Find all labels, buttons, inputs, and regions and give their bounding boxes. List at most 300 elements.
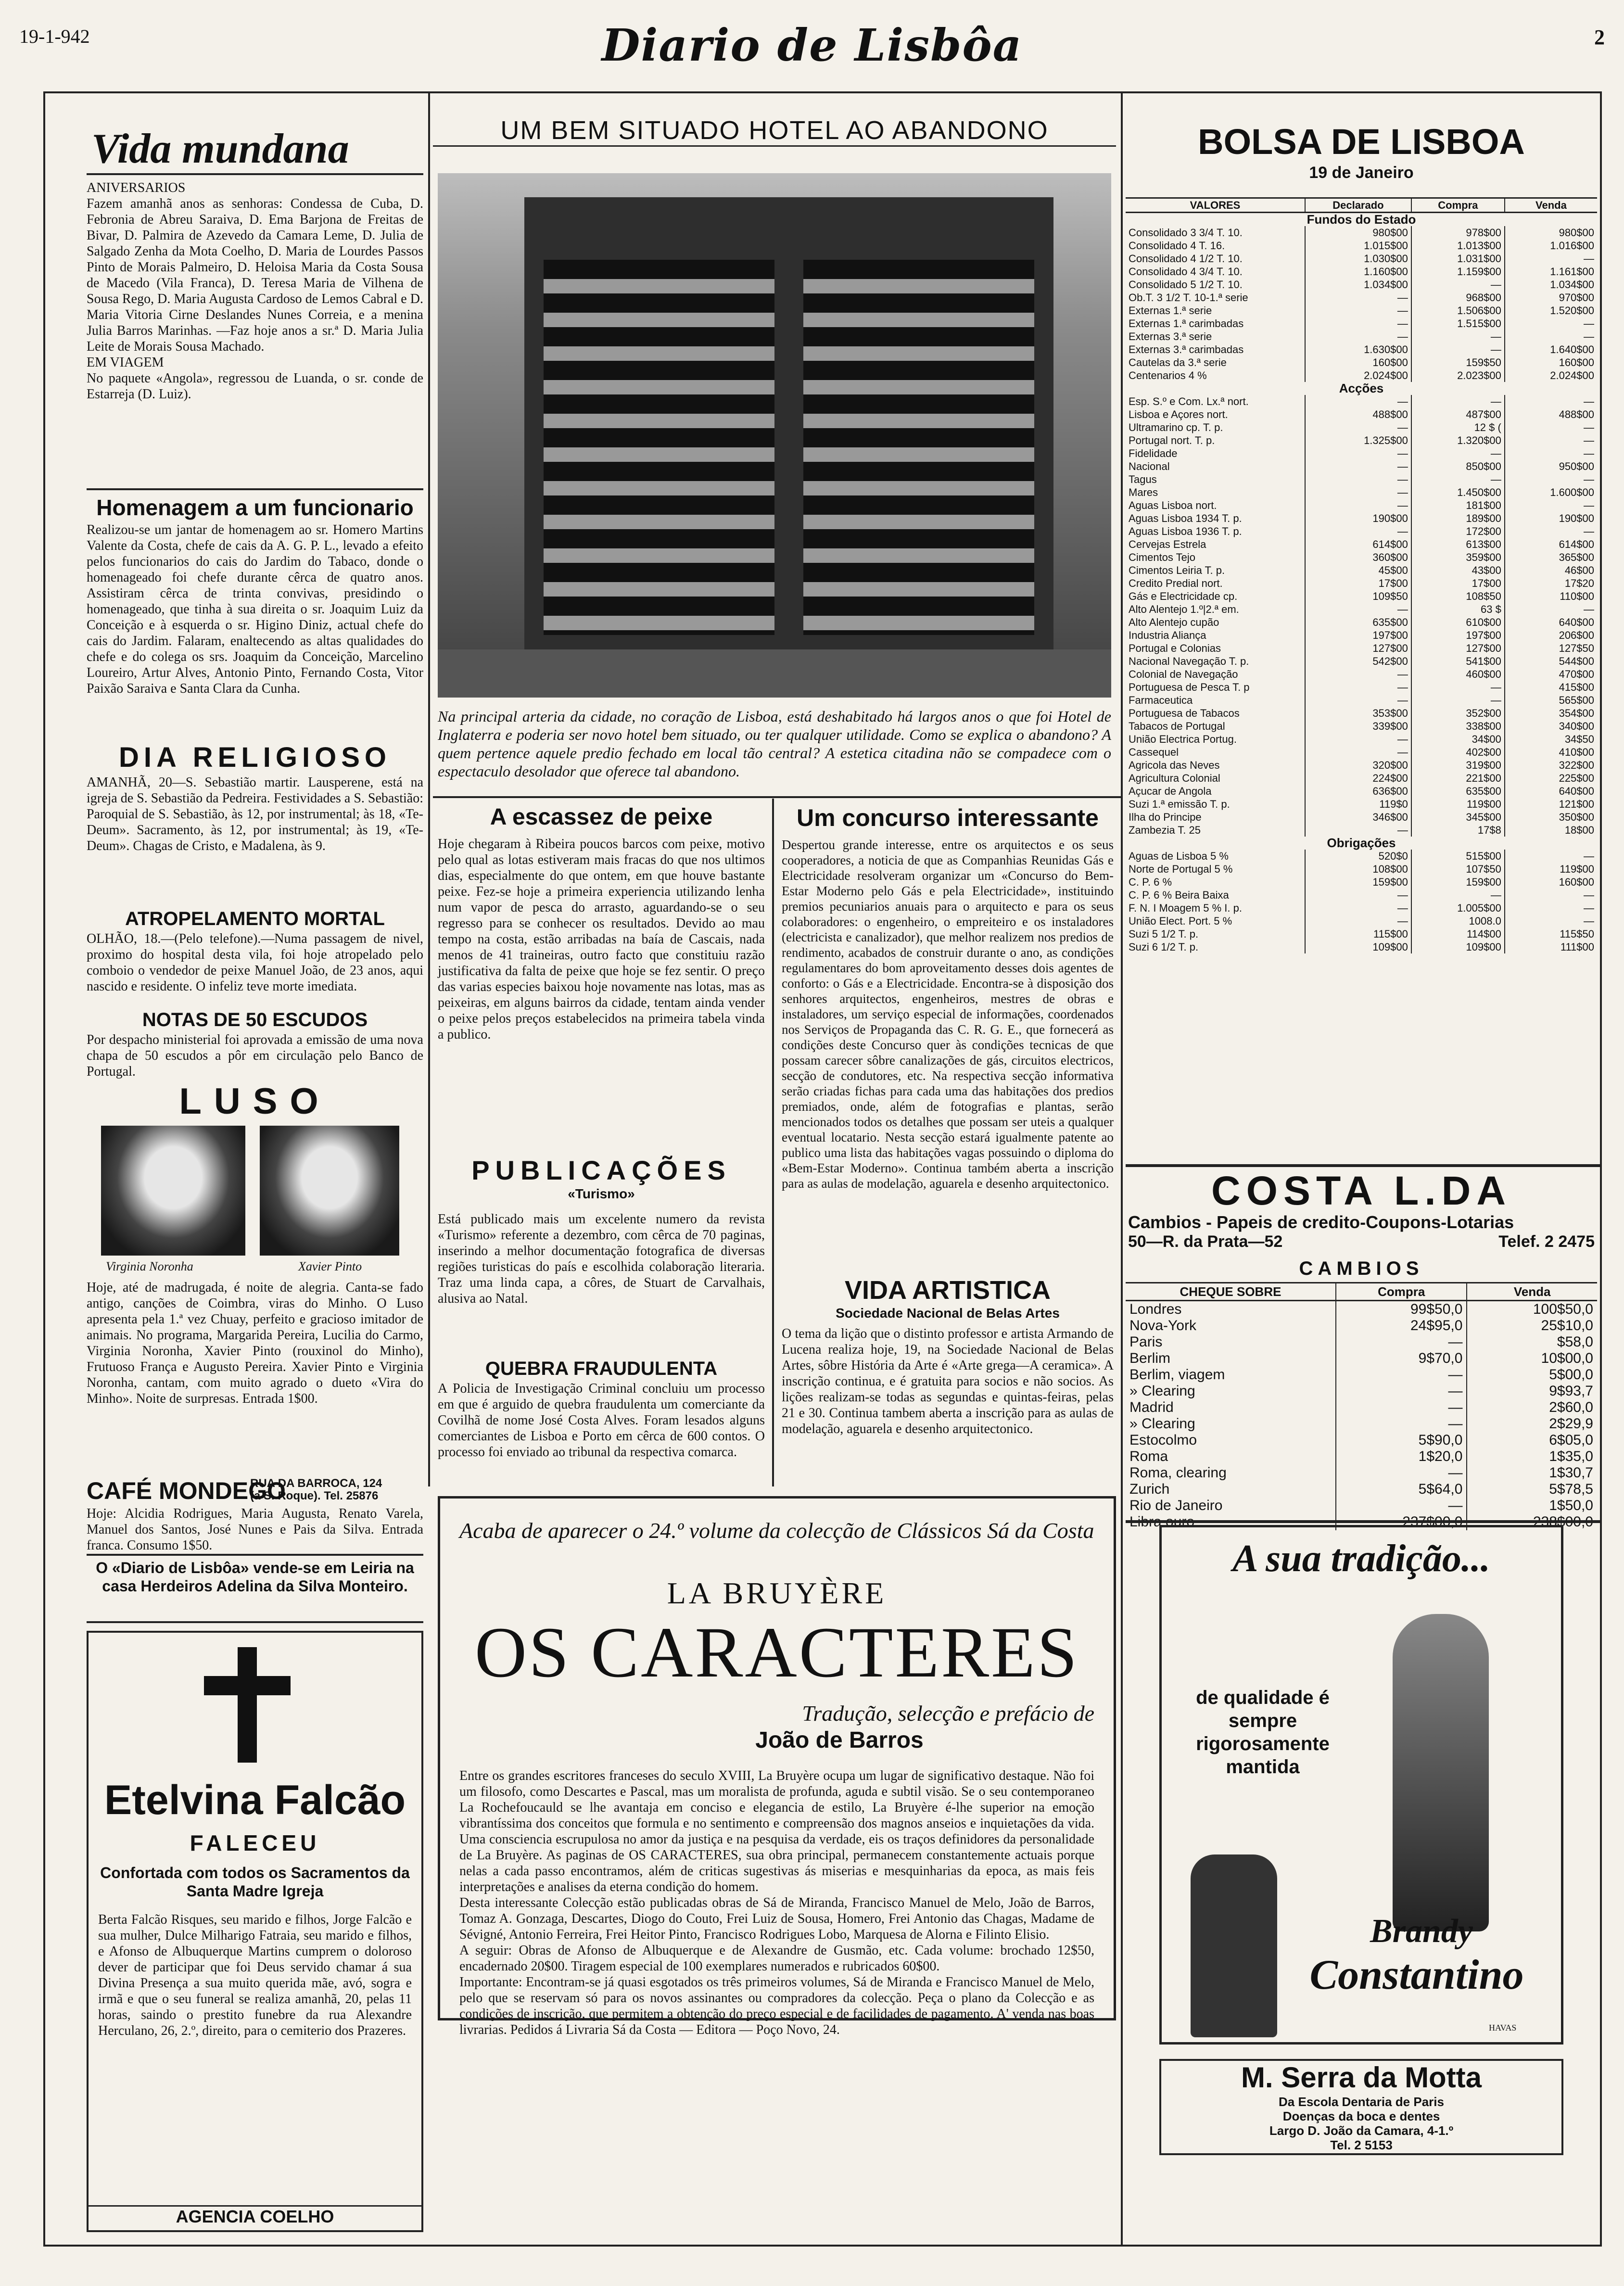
building-windows-left [544, 260, 774, 635]
declarado-value: — [1305, 395, 1411, 408]
concurso-text: Despertou grande interesse, entre os arquitectos e os seus cooperadores, a noticia de que as Companhias Reunidas Gás e Electricidade resolveram organizar um «Concurso do Bem-Estar Moderno pelo Gás e pela Electricidade», instituindo premios pecuniarios anuais para o arquitecto e para os seus colaboradores: o engenheiro, o empreiteiro e os instaladores (electricista e canalizador), que melhor realizem nos predios de rendimento, acabados de construir durante o ano, as condições regulamentares do bom aproveitamento desses dois agentes de conforto: o Gás e a Electricidade. Encontra-se à disposição dos senhores arquitectos, engenheiros, mestres de obras e instaladores, um serviço especial de informações, coordenados nos Serviços de Propaganda das C. R. G. E., que fornecerá as condições deste Concurso quer às condições tecnicas de que possam carecer sôbre canalizações de gás, circuitos electricos, secção de condutores, etc. Na respectiva secção informativa serão criadas fichas para cada uma das habitações dos predios premiados, onde, além de fotografias e plantas, serão mencionados todos os detalhes que possam ser uteis a qualquer eventual locatario. Nesta secção estará igualmente patente ao publico uma lista das habitações vagas possuindo o diploma do «Bem-Estar Moderno». Continua também aberta a inscrição para as aulas de modelação, aguarela e desenho arquitectonico. [782, 838, 1114, 1191]
cambio-compra: 24$95,0 [1336, 1318, 1467, 1334]
bolsa-row [1126, 447, 1597, 460]
declarado-value: 115$00 [1305, 927, 1411, 940]
bolsa-row [1126, 317, 1597, 330]
bolsa-row [1126, 824, 1597, 837]
notas-title: NOTAS DE 50 ESCUDOS [142, 1009, 368, 1030]
security-name: Ob.T. 3 1/2 T. 10-1.ª serie [1129, 292, 1248, 304]
compra-value: 610$00 [1411, 616, 1505, 629]
declarado-value: — [1305, 668, 1411, 681]
cambio-venda: 1$50,0 [1467, 1498, 1597, 1514]
serra-l3: Largo D. João da Camara, 4-1.º [1269, 2123, 1454, 2138]
declarado-value: 109$00 [1305, 940, 1411, 953]
declarado-value: 119$0 [1305, 798, 1411, 811]
compra-value: 1.506$00 [1411, 304, 1505, 317]
declarado-value: 159$00 [1305, 876, 1411, 889]
venda-value: 322$00 [1505, 759, 1597, 772]
atropelamento-section [87, 907, 423, 994]
venda-value: 34$50 [1505, 733, 1597, 746]
security-name: F. N. I Moagem 5 % I. p. [1129, 902, 1242, 914]
bolsa-row [1126, 564, 1597, 577]
caracteres-p4: Importante: Encontram-se já quasi esgotados os três primeiros volumes, Sá de Miranda e Francisco Manuel de Melo, pelo que se reservam só para os novos assinantes ou compradores da colecção. Peça o plano da Colecção e as condições de inscrição, que permitem a obtenção do preço especial e de facilidades de pagamento. A' venda nas boas livrarias. Pedidos á Livraria Sá da Costa — Editora — Poço Novo, 24. [459, 1975, 1094, 2037]
declarado-value: 339$00 [1305, 720, 1411, 733]
declarado-value: 542$00 [1305, 655, 1411, 668]
cambio-row [1126, 1367, 1597, 1383]
em-viagem-label: EM VIAGEM [87, 355, 164, 370]
cambio-row [1126, 1301, 1597, 1318]
compra-value: 460$00 [1411, 668, 1505, 681]
declarado-value: 224$00 [1305, 772, 1411, 785]
declarado-value: 353$00 [1305, 707, 1411, 720]
venda-value: 565$00 [1505, 694, 1597, 707]
compra-value: — [1411, 681, 1505, 694]
caracteres-title: OS CARACTERES [474, 1613, 1079, 1692]
declarado-value: 160$00 [1305, 356, 1411, 369]
compra-value: 487$00 [1411, 408, 1505, 421]
compra-value: — [1411, 889, 1505, 902]
compra-value: — [1411, 343, 1505, 356]
cambio-venda: 100$50,0 [1467, 1301, 1597, 1318]
declarado-value: — [1305, 317, 1411, 330]
cambio-row [1126, 1481, 1597, 1498]
declarado-value: — [1305, 486, 1411, 499]
declarado-value: — [1305, 330, 1411, 343]
compra-value: — [1411, 330, 1505, 343]
compra-value: 114$00 [1411, 927, 1505, 940]
dia-religioso-text: AMANHÃ, 20—S. Sebastião martir. Lausperene, está na igreja de S. Sebastião da Pedreira. Festividades a S. Sebastião: Paroquial de S. Sebastião, às 12, por instrumental; às 18, «Te-Deum». Sacramento, às 12, por instrumental; às 19, «Te-Deum». Chagas de Cristo, e Madalena, às 9. [87, 775, 423, 853]
column-rule-3 [772, 799, 774, 1486]
sacramentos: Confortada com todos os Sacramentos da Santa Madre Igreja [100, 1864, 410, 1900]
cambio-compra: 9$70,0 [1336, 1350, 1467, 1367]
bolsa-row [1126, 694, 1597, 707]
cambio-compra: 1$20,0 [1336, 1448, 1467, 1465]
venda-value: 970$00 [1505, 291, 1597, 304]
bolsa-row [1126, 304, 1597, 317]
compra-value: 635$00 [1411, 785, 1505, 798]
bolsa-row [1126, 278, 1597, 291]
cambio-compra: — [1336, 1416, 1467, 1432]
compra-value: — [1411, 694, 1505, 707]
security-name: C. P. 6 % Beira Baixa [1129, 889, 1229, 901]
venda-value: 206$00 [1505, 629, 1597, 642]
bolsa-row [1126, 252, 1597, 265]
cambio-compra: — [1336, 1465, 1467, 1481]
notas-text: Por despacho ministerial foi aprovada a emissão de uma nova chapa de 50 escudos a pôr em circulação pelo Banco de Portugal. [87, 1032, 423, 1079]
compra-value: 127$00 [1411, 642, 1505, 655]
venda-value: 488$00 [1505, 408, 1597, 421]
declarado-value: — [1305, 681, 1411, 694]
currency-name: Roma, clearing [1129, 1465, 1227, 1481]
security-name: Tabacos de Portugal [1129, 720, 1225, 732]
bolsa-row [1126, 850, 1597, 863]
bolsa-row [1126, 551, 1597, 564]
caracteres-translator: João de Barros [755, 1727, 924, 1753]
bolsa-row [1126, 876, 1597, 889]
brandy-brand1: Brandy [1370, 1913, 1473, 1950]
mondego-addr1: RUA DA BARROCA, 124 [250, 1477, 382, 1490]
cambio-venda: 2$29,9 [1467, 1416, 1597, 1432]
security-name: Gás e Electricidade cp. [1129, 590, 1238, 602]
venda-value: 1.016$00 [1505, 239, 1597, 252]
venda-value: 111$00 [1505, 940, 1597, 953]
venda-value: 340$00 [1505, 720, 1597, 733]
bolsa-row [1126, 577, 1597, 590]
cambio-compra: — [1336, 1383, 1467, 1399]
venda-value: 614$00 [1505, 538, 1597, 551]
compra-value: 850$00 [1411, 460, 1505, 473]
bolsa-row [1126, 681, 1597, 694]
cambios-table [1126, 1282, 1597, 1530]
compra-value: — [1411, 447, 1505, 460]
compra-value: 34$00 [1411, 733, 1505, 746]
security-name: Agricola das Neves [1129, 759, 1220, 771]
declarado-value: — [1305, 889, 1411, 902]
declarado-value: — [1305, 902, 1411, 914]
venda-value: 1.034$00 [1505, 278, 1597, 291]
publicacoes-section [438, 1155, 765, 1307]
bolsa-row [1126, 408, 1597, 421]
declarado-value: 636$00 [1305, 785, 1411, 798]
security-name: Tagus [1129, 473, 1157, 485]
security-name: Portugal e Colonias [1129, 642, 1221, 654]
security-name: Zambezia T. 25 [1129, 824, 1201, 836]
bolsa-table [1126, 197, 1597, 953]
declarado-value: — [1305, 914, 1411, 927]
bolsa-row [1126, 655, 1597, 668]
currency-name: Estocolmo [1129, 1432, 1197, 1448]
compra-value: 338$00 [1411, 720, 1505, 733]
currency-name: Londres [1129, 1301, 1182, 1317]
security-name: Colonial de Navegação [1129, 668, 1238, 680]
bolsa-row [1126, 707, 1597, 720]
concurso-title: Um concurso interessante [797, 804, 1099, 831]
security-name: Externas 1.ª serie [1129, 305, 1212, 317]
caracteres-body [459, 1768, 1094, 2038]
security-name: Cimentos Leiria T. p. [1129, 564, 1225, 576]
em-viagem-text: No paquete «Angola», regressou de Luanda, o sr. conde de Estarreja (D. Luiz). [87, 371, 423, 402]
venda-value: — [1505, 252, 1597, 265]
compra-value: 181$00 [1411, 499, 1505, 512]
cambio-venda: 5$00,0 [1467, 1367, 1597, 1383]
compra-value: 345$00 [1411, 811, 1505, 824]
venda-value: — [1505, 889, 1597, 902]
caracteres-p3: A seguir: Obras de Afonso de Albuquerque e de Alexandre de Gusmão, etc. Cada volume: brochado 12$50, encadernado 20$00. Tiragem especial de 100 exemplares numerados e rubricados 60$00. [459, 1943, 1094, 1974]
compra-value: — [1411, 278, 1505, 291]
venda-value: — [1505, 395, 1597, 408]
security-name: Consolidado 4 T. 16. [1129, 240, 1225, 252]
cambio-venda: 5$78,5 [1467, 1481, 1597, 1498]
venda-value: 127$50 [1505, 642, 1597, 655]
currency-name: Roma [1129, 1448, 1168, 1464]
atropelamento-text: OLHÃO, 18.—(Pelo telefone).—Numa passagem de nivel, proximo do hospital desta vila, foi hoje atropelado pelo comboio o vendedor de peixe Manuel João, de 23 anos, aqui nascido e residente. O infeliz teve morte imediata. [87, 931, 423, 994]
bolsa-row [1126, 486, 1597, 499]
bolsa-row [1126, 226, 1597, 239]
hotel-caption: Na principal arteria da cidade, no coração de Lisboa, está deshabitado há largos anos o que foi Hotel de Inglaterra e poderia ser novo hotel bem situado, ou ter qualquer utilidade. Como se explica o abandono? A quem pertence aquele predio fechado em local tão central? A estetica citadina não se compadece com o espectaculo desolador que oferece tal abandono. [438, 708, 1111, 780]
security-name: Agricultura Colonial [1129, 772, 1220, 784]
venda-value: — [1505, 603, 1597, 616]
col-valores: VALORES [1126, 198, 1305, 213]
compra-value: 221$00 [1411, 772, 1505, 785]
compra-value: 1.159$00 [1411, 265, 1505, 278]
security-name: Fidelidade [1129, 447, 1178, 459]
currency-name: Berlim, viagem [1129, 1367, 1225, 1383]
hotel-photo [438, 173, 1111, 698]
cambios-title: CAMBIOS [1299, 1258, 1424, 1279]
declarado-value: — [1305, 473, 1411, 486]
compra-value: 359$00 [1411, 551, 1505, 564]
currency-name: Nova-York [1129, 1318, 1196, 1334]
venda-value: 119$00 [1505, 863, 1597, 876]
compra-value: 159$00 [1411, 876, 1505, 889]
security-name: União Electrica Portug. [1129, 733, 1237, 745]
cambio-compra: 99$50,0 [1336, 1301, 1467, 1318]
bolsa-row [1126, 590, 1597, 603]
publicacoes-title: PUBLICAÇÕES [471, 1155, 731, 1185]
compra-value: 17$8 [1411, 824, 1505, 837]
compra-value: — [1411, 395, 1505, 408]
cambio-venda: 1$30,7 [1467, 1465, 1597, 1481]
venda-value: 365$00 [1505, 551, 1597, 564]
brandy-headline: A sua tradição... [1232, 1537, 1490, 1580]
declarado-value: 17$00 [1305, 577, 1411, 590]
compra-value: 1.005$00 [1411, 902, 1505, 914]
bolsa-row [1126, 902, 1597, 914]
bolsa-row [1126, 863, 1597, 876]
venda-value: — [1505, 330, 1597, 343]
security-name: Cassequel [1129, 746, 1179, 758]
cambio-row [1126, 1448, 1597, 1465]
cross-icon [238, 1647, 257, 1763]
security-name: Suzi 5 1/2 T. p. [1129, 928, 1199, 940]
bolsa-row [1126, 395, 1597, 408]
compra-value: 189$00 [1411, 512, 1505, 525]
brandy-ad [1159, 1525, 1563, 2045]
havas-credit: HAVAS [1489, 2023, 1517, 2032]
peixe-text: Hoje chegaram à Ribeira poucos barcos com peixe, motivo pelo qual as lotas estiveram mais fracas do que nos ultimos dias, especialmente do que ontem, em que houve bastante peixe. Fez-se hoje a primeira experiencia utilizando lenha num vapor de pesca do arrasto, aguardando-se o seu regresso para se conhecer os resultados. Devido ao mau tempo na costa, estão arribadas na baía de Cascais, nada menos de 41 traineiras, outro facto que constituiu razão justificativa da falta de peixe que hoje se fez sentir. O preço das varias especies baixou hoje novamente nas lotas, mas as peixeiras, em alguns bairros da cidade, tentam ainda vender o peixe pelos preços estabelecidos na primeira tabela vinda a publico. [438, 837, 765, 1042]
publicacoes-text: Está publicado mais um excelente numero da revista «Turismo» referente a dezembro, com cêrca de 70 paginas, inserindo a melhor documentação fotografica de diversas regiões turisticas do país e escolhida colaboração literaria. Traz uma linda capa, a côres, de Stuart de Carvalhais, alusiva ao Natal. [438, 1212, 765, 1306]
declarado-value: 45$00 [1305, 564, 1411, 577]
bolsa-row [1126, 434, 1597, 447]
rule [87, 488, 423, 490]
cambio-row [1126, 1383, 1597, 1399]
security-name: Nacional [1129, 460, 1170, 472]
bolsa-row [1126, 772, 1597, 785]
cross-bar [204, 1676, 291, 1695]
cambio-venda: $58,0 [1467, 1334, 1597, 1350]
declarado-value: — [1305, 603, 1411, 616]
venda-value: 160$00 [1505, 876, 1597, 889]
compra-value: 1.320$00 [1411, 434, 1505, 447]
venda-value: 160$00 [1505, 356, 1597, 369]
security-name: Consolidado 4 1/2 T. 10. [1129, 253, 1243, 265]
page-number: 2 [1594, 25, 1605, 49]
declarado-value: 360$00 [1305, 551, 1411, 564]
venda-value: 415$00 [1505, 681, 1597, 694]
caracteres-author: LA BRUYÈRE [667, 1576, 887, 1610]
declarado-value: 346$00 [1305, 811, 1411, 824]
venda-value: 17$20 [1505, 577, 1597, 590]
currency-name: Paris [1129, 1334, 1163, 1350]
bolsa-row [1126, 525, 1597, 538]
peixe-section [438, 803, 765, 1042]
declarado-value: 520$0 [1305, 850, 1411, 863]
col-cambio-compra: Compra [1336, 1283, 1467, 1301]
luso-ad [87, 1082, 423, 1407]
cambio-compra: 5$90,0 [1336, 1432, 1467, 1448]
caption-right: Xavier Pinto [298, 1259, 362, 1273]
declarado-value: — [1305, 460, 1411, 473]
security-name: Suzi 1.ª emissão T. p. [1129, 798, 1230, 810]
compra-value: 63 $ [1411, 603, 1505, 616]
costa-line1: Cambios - Papeis de credito-Coupons-Lotarias [1128, 1212, 1514, 1232]
currency-name: Berlim [1129, 1350, 1171, 1366]
serra-l1: Da Escola Dentaria de Paris [1279, 2095, 1444, 2109]
venda-value: 18$00 [1505, 824, 1597, 837]
security-name: Açucar de Angola [1129, 785, 1212, 797]
security-name: Cervejas Estrela [1129, 538, 1206, 550]
compra-value: 107$50 [1411, 863, 1505, 876]
venda-value: 1.640$00 [1505, 343, 1597, 356]
cambio-row [1126, 1465, 1597, 1481]
bolsa-row [1126, 356, 1597, 369]
declarado-value: 1.030$00 [1305, 252, 1411, 265]
venda-value: 1.600$00 [1505, 486, 1597, 499]
declarado-value: 320$00 [1305, 759, 1411, 772]
security-name: Portuguesa de Tabacos [1129, 707, 1240, 719]
caracteres-ad [438, 1496, 1116, 2037]
venda-value: 354$00 [1505, 707, 1597, 720]
security-name: Externas 3.ª serie [1129, 330, 1212, 343]
mondego-text: Hoje: Alcidia Rodrigues, Maria Augusta, Renato Varela, Manuel dos Santos, José Nunes e Pais da Silva. Entrada franca. Consumo 1$50. [87, 1506, 423, 1553]
col-venda: Venda [1505, 198, 1597, 213]
bolsa-row [1126, 460, 1597, 473]
page-date: 19-1-942 [19, 25, 90, 47]
bolsa-row [1126, 811, 1597, 824]
vida-mundana-section [87, 125, 423, 402]
security-name: Nacional Navegação T. p. [1129, 655, 1249, 667]
security-name: Suzi 6 1/2 T. p. [1129, 941, 1199, 953]
rule [433, 796, 1121, 798]
bolsa-row [1126, 473, 1597, 486]
bolsa-row [1126, 668, 1597, 681]
security-name: Consolidado 4 3/4 T. 10. [1129, 266, 1243, 278]
bolsa-row [1126, 239, 1597, 252]
fraudulenta-title: QUEBRA FRAUDULENTA [485, 1358, 718, 1379]
serra-ad [1159, 2059, 1563, 2155]
mondego-addr2: (a S. Roque). Tel. 25876 [250, 1489, 379, 1502]
brandy-tagline: de qualidade é sempre rigorosamente mantida [1196, 1687, 1330, 1778]
col-cheque: CHEQUE SOBRE [1126, 1283, 1336, 1301]
leiria-notice: O «Diario de Lisbôa» vende-se em Leiria na casa Herdeiros Adelina da Silva Monteiro. [96, 1559, 414, 1595]
venda-value: — [1505, 914, 1597, 927]
venda-value: 410$00 [1505, 746, 1597, 759]
security-name: Esp. S.º e Com. Lx.ª nort. [1129, 395, 1249, 407]
venda-value: 110$00 [1505, 590, 1597, 603]
bolsa-row [1126, 265, 1597, 278]
bolsa-row [1126, 642, 1597, 655]
atropelamento-title: ATROPELAMENTO MORTAL [125, 908, 385, 929]
venda-value: 980$00 [1505, 226, 1597, 239]
vida-artistica-sub: Sociedade Nacional de Belas Artes [836, 1306, 1060, 1321]
venda-value: 225$00 [1505, 772, 1597, 785]
compra-value: 613$00 [1411, 538, 1505, 551]
security-name: Alto Alentejo 1.º|2.ª em. [1129, 603, 1239, 615]
bolsa-title: BOLSA DE LISBOA [1198, 122, 1525, 162]
declarado-value: 1.160$00 [1305, 265, 1411, 278]
declarado-value: — [1305, 525, 1411, 538]
venda-value: — [1505, 473, 1597, 486]
bolsa-section-label: Obrigações [1327, 836, 1396, 850]
venda-value: 46$00 [1505, 564, 1597, 577]
notas-section [87, 1008, 423, 1080]
declarado-value: 1.325$00 [1305, 434, 1411, 447]
caracteres-p1: Entre os grandes escritores franceses do seculo XVIII, La Bruyère ocupa um lugar de significativo destaque. Não foi um filosofo, como Descartes e Pascal, mas um moralista de profunda, aguda e subtil visão. Se o seu contemporaneo La Rochefoucauld se lhe avantaja em conciso e elegancia de estilo, La Bruyère é-lhe superior na emoção vibrantíssima dos conceitos que formula e no sentimento e compreensão dos magnos anseios e inquietações da vida. Uma consciencia escrupulosa no amor da justiça e na pesquisa da verdade, eis os traços definidores da personalidade de La Bruyère. As paginas de OS CARACTERES, sua obra principal, permanecem constantemente actuais porque nelas a cada passo encontramos, além de criticas sugestivas ás miserias e mesquinharias da epoca, as mais feis interpretações e analises da eterna condição do homem. [459, 1768, 1094, 1894]
bolsa-row [1126, 798, 1597, 811]
homenagem-section [87, 493, 423, 697]
declarado-value: 635$00 [1305, 616, 1411, 629]
street [438, 649, 1111, 698]
venda-value: — [1505, 850, 1597, 863]
agencia-coelho: AGENCIA COELHO [89, 2205, 421, 2227]
venda-value: — [1505, 421, 1597, 434]
security-name: Norte de Portugal 5 % [1129, 863, 1233, 875]
security-name: Aguas Lisboa nort. [1129, 499, 1217, 511]
aniversarios-text: Fazem amanhã anos as senhoras: Condessa de Cuba, D. Febronia de Abreu Saraiva, D. Ema Barjona de Freitas de Bivar, D. Palmira de Azevedo da Camara Leme, D. Julia de Salgado Zenha da Mota Coelho, D. Maria de Lourdes Passos Pinto de Morais Palmeiro, D. Heloisa Maria da Costa Sousa de Macedo (Vila Franca), D. Teresa Maria de Vilhena de Sousa Rego, D. Maria Augusta Cardoso de Lemos Cabral e D. Maria Vitoria Cirne Deslandes Nunes Correia, e a menina Julia Barros Marinhas. —Faz hoje anos a sr.ª D. Maria Julia Leite de Morais Sousa Machado. [87, 196, 423, 354]
compra-value: 12 $ ( [1411, 421, 1505, 434]
column-rule-2 [1121, 91, 1123, 2247]
venda-value: 121$00 [1505, 798, 1597, 811]
currency-name: Rio de Janeiro [1129, 1498, 1223, 1513]
venda-value: 115$50 [1505, 927, 1597, 940]
security-name: Externas 1.ª carimbadas [1129, 318, 1244, 330]
vida-artistica-title: VIDA ARTISTICA [845, 1276, 1051, 1305]
costa-name: COSTA L.DA [1211, 1168, 1511, 1213]
compra-value: 402$00 [1411, 746, 1505, 759]
security-name: Aguas de Lisboa 5 % [1129, 850, 1229, 862]
declarado-value: 1.015$00 [1305, 239, 1411, 252]
bolsa-row [1126, 330, 1597, 343]
bolsa-row [1126, 940, 1597, 953]
currency-name: Zurich [1129, 1481, 1170, 1497]
security-name: Farmaceutica [1129, 694, 1193, 706]
compra-value: 159$50 [1411, 356, 1505, 369]
serra-name: M. Serra da Motta [1241, 2061, 1482, 2094]
luso-title: LUSO [179, 1081, 331, 1122]
security-name: Aguas Lisboa 1936 T. p. [1129, 525, 1242, 537]
security-name: Ilha do Principe [1129, 811, 1202, 823]
brandy-brand2: Constantino [1309, 1952, 1524, 1998]
serra-l4: Tel. 2 5153 [1330, 2138, 1393, 2152]
venda-value: — [1505, 434, 1597, 447]
compra-value: 109$00 [1411, 940, 1505, 953]
declarado-value: 190$00 [1305, 512, 1411, 525]
security-name: Cimentos Tejo [1129, 551, 1195, 563]
compra-value: 1.013$00 [1411, 239, 1505, 252]
rule [87, 1554, 423, 1556]
column-rule-1 [428, 91, 430, 1486]
aniversarios-label: ANIVERSARIOS [87, 180, 186, 195]
compra-value: 197$00 [1411, 629, 1505, 642]
compra-value: 1.031$00 [1411, 252, 1505, 265]
venda-value: — [1505, 447, 1597, 460]
cambio-row [1126, 1399, 1597, 1416]
cambio-venda: 2$60,0 [1467, 1399, 1597, 1416]
faleceu: FALECEU [190, 1830, 320, 1855]
col-cambio-venda: Venda [1467, 1283, 1597, 1301]
figure-illustration [1393, 1614, 1489, 1931]
declarado-value: 1.630$00 [1305, 343, 1411, 356]
